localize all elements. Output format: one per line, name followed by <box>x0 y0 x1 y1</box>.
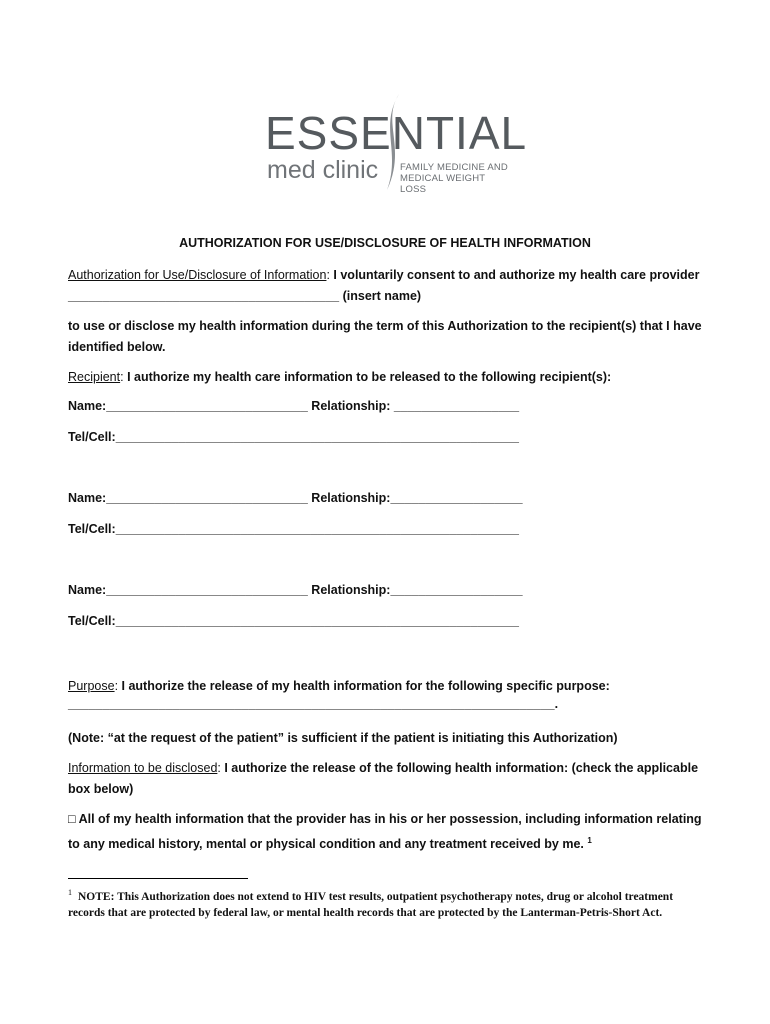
information-heading: Information to be disclosed <box>68 761 218 775</box>
authorization-heading: Authorization for Use/Disclosure of Information <box>68 268 327 282</box>
authorization-text: I voluntarily consent to and authorize my health care provider _______________________________________ (insert name) <box>68 268 700 303</box>
footnote-divider <box>68 878 248 879</box>
recipient-text: I authorize my health care information to be released to the following recipient(s): <box>127 370 612 384</box>
option-all-health-info <box>68 809 708 855</box>
logo-tagline <box>400 162 510 195</box>
clinic-logo <box>265 92 528 197</box>
form-title: AUTHORIZATION FOR USE/DISCLOSURE OF HEALTH INFORMATION <box>179 236 591 250</box>
purpose-sep: : <box>114 679 122 693</box>
recipient-sep: : <box>120 370 128 384</box>
authorization-section <box>68 265 708 307</box>
logo-tagline-line1: FAMILY MEDICINE AND <box>400 162 508 173</box>
logo-tagline-line2: MEDICAL WEIGHT LOSS <box>400 173 486 195</box>
footnote <box>68 885 698 921</box>
authorization-sep: : <box>326 268 334 282</box>
purpose-note: (Note: “at the request of the patient” is sufficient if the patient is initiating this Authorization) <box>68 731 618 745</box>
option-all-health-info-label: All of my health information that the provider has in his or her possession, including information relating to any medical history, mental or physical condition and any treatment received by me. <box>68 812 702 852</box>
purpose-text: I authorize the release of my health information for the following specific purpose: <box>121 679 610 693</box>
authorization-continuation: to use or disclose my health information during the term of this Authorization to the recipient(s) that I have identified below. <box>68 319 702 354</box>
recipient-1-tel-field[interactable]: Tel/Cell:__________________________________________________________ <box>68 430 519 444</box>
purpose-heading: Purpose <box>68 679 115 693</box>
information-text: I authorize the release of the following health information: (check the applicable box below) <box>68 761 699 796</box>
checkbox-all-health-info[interactable]: □ <box>68 812 76 826</box>
footnote-reference: 1 <box>587 836 592 845</box>
footnote-text: NOTE: This Authorization does not extend to HIV test results, outpatient psychotherapy notes, drug or alcohol treatment records that are protected by federal law, or mental health records that are protected by the Lanterman-Petris-Short Act. <box>68 890 674 919</box>
purpose-field[interactable]: ______________________________________________________________________. <box>68 697 559 711</box>
logo-word-essential: ESSENTIAL <box>265 107 528 159</box>
recipient-3-name-field[interactable]: Name:_____________________________ Relationship:___________________ <box>68 583 523 597</box>
recipient-2-tel-field[interactable]: Tel/Cell:__________________________________________________________ <box>68 522 519 536</box>
information-section <box>68 758 708 800</box>
recipient-3-tel-field[interactable]: Tel/Cell:__________________________________________________________ <box>68 614 519 628</box>
recipient-heading: Recipient <box>68 370 121 384</box>
information-sep: : <box>217 761 225 775</box>
logo-word-med-clinic: med clinic <box>267 156 379 184</box>
recipient-section <box>68 367 708 388</box>
purpose-section <box>68 676 708 697</box>
recipient-2-name-field[interactable]: Name:_____________________________ Relationship:___________________ <box>68 491 523 505</box>
footnote-marker: 1 <box>68 888 72 897</box>
recipient-1-name-field[interactable]: Name:_____________________________ Relationship: __________________ <box>68 399 520 413</box>
